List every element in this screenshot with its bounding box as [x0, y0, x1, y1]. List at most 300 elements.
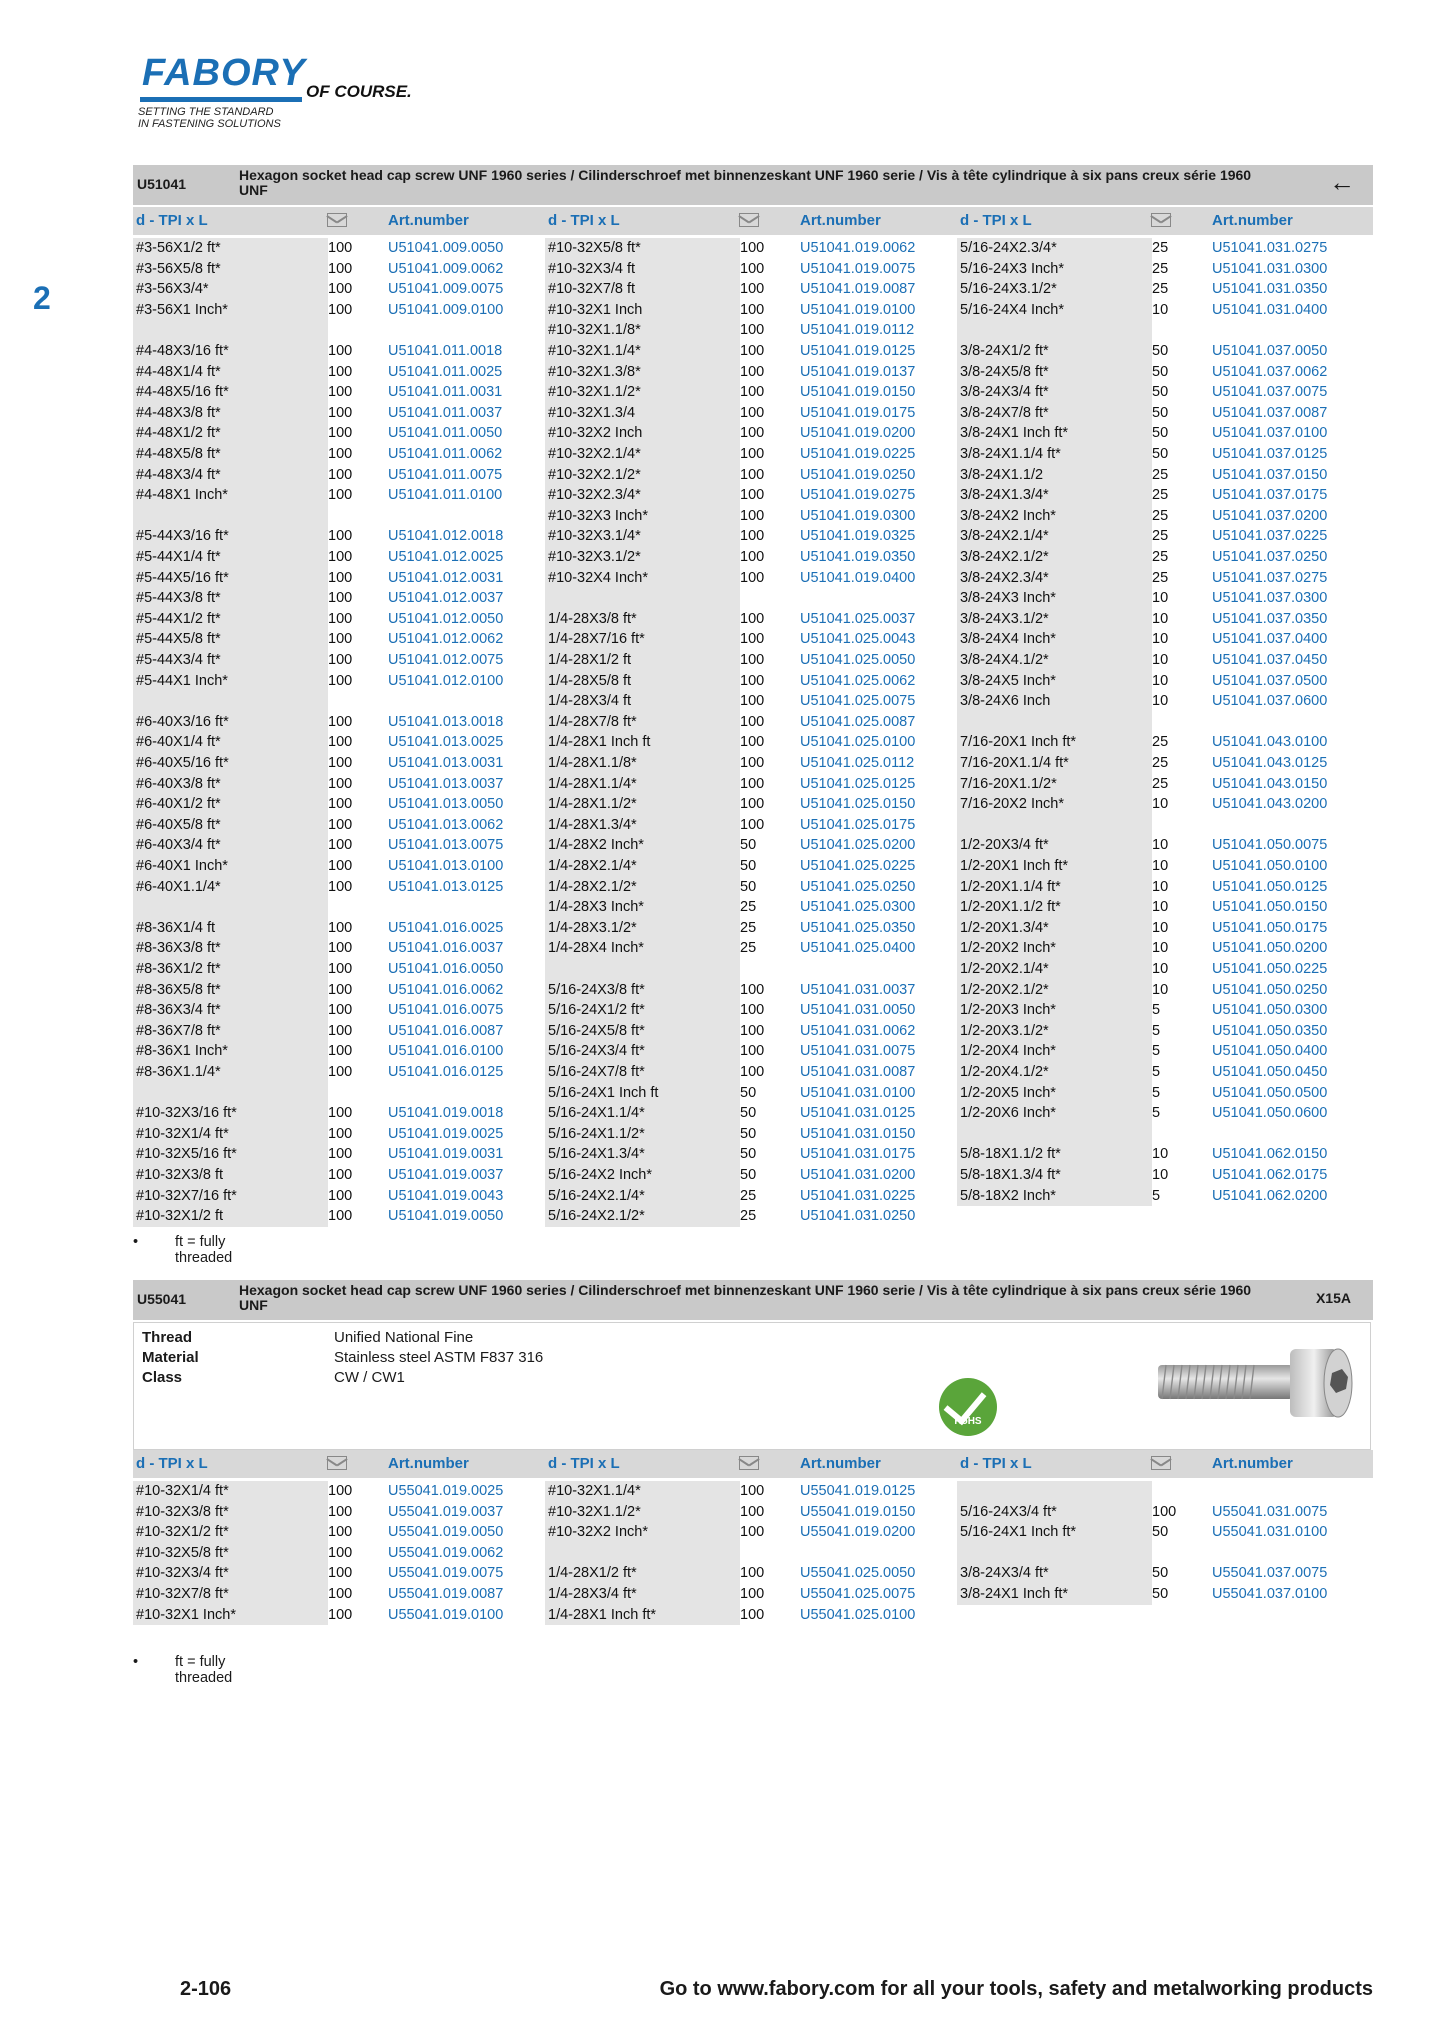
article-number-link[interactable]: U51041.025.0350	[800, 919, 916, 936]
quantity-cell: 100	[328, 858, 353, 874]
quantity-cell: 10	[1152, 981, 1169, 998]
table-row	[133, 1062, 545, 1083]
article-number-link[interactable]: U51041.043.0150	[1212, 775, 1328, 792]
size-cell: #4-48X1/4 ft*	[136, 363, 221, 380]
size-cell: #10-32X1.3/4	[548, 404, 636, 421]
article-number-link[interactable]: U51041.037.0050	[1212, 343, 1328, 359]
article-number-link[interactable]: U51041.037.0075	[1212, 384, 1328, 401]
quantity-cell: 100	[740, 466, 765, 483]
article-number-link[interactable]: U51041.012.0062	[388, 631, 504, 648]
quantity-cell: 10	[1152, 961, 1169, 977]
quantity-cell: 100	[740, 755, 765, 771]
article-number-link[interactable]: U51041.050.0350	[1212, 1022, 1328, 1039]
article-number-link[interactable]: U51041.050.0600	[1212, 1105, 1328, 1122]
size-cell: #8-36X3/4 ft*	[136, 1002, 221, 1019]
size-cell: 5/16-24X5/8 ft*	[548, 1022, 645, 1039]
table-row	[133, 506, 545, 527]
article-number-link[interactable]: U51041.031.0250	[800, 1208, 916, 1225]
quantity-cell: 100	[328, 404, 353, 421]
article-number-link[interactable]: U51041.037.0087	[1212, 404, 1328, 421]
article-number-link[interactable]: U51041.025.0225	[800, 858, 916, 874]
quantity-cell: 25	[1152, 775, 1169, 792]
table-row	[133, 1165, 545, 1186]
product-info-box	[133, 1322, 1371, 1450]
article-number-link[interactable]: U51041.013.0031	[388, 755, 504, 771]
article-number-link[interactable]: U51041.031.0400	[1212, 301, 1328, 318]
quantity-cell: 10	[1152, 693, 1169, 710]
quantity-cell: 100	[328, 1524, 353, 1541]
article-number-link[interactable]: U51041.016.0062	[388, 981, 504, 998]
size-cell: #10-32X1/2 ft*	[136, 1524, 229, 1541]
article-number-link[interactable]: U55041.025.0050	[800, 1565, 916, 1582]
article-number-link[interactable]: U51041.025.0300	[800, 899, 916, 916]
size-cell: 7/16-20X2 Inch*	[960, 796, 1064, 813]
article-number-link[interactable]: U51041.025.0075	[800, 693, 916, 710]
quantity-cell: 10	[1152, 631, 1169, 648]
product-code: U51041	[137, 176, 187, 192]
size-cell: #10-32X7/16 ft*	[136, 1187, 237, 1204]
back-arrow-icon[interactable]: ←	[1329, 167, 1355, 197]
size-cell: 1/2-20X3/4 ft*	[960, 837, 1049, 854]
article-number-link[interactable]: U51041.043.0125	[1212, 755, 1328, 771]
size-cell: #10-32X3/4 ft*	[136, 1565, 229, 1582]
article-number-link[interactable]: U51041.037.0200	[1212, 507, 1328, 524]
article-number-link[interactable]: U51041.050.0450	[1212, 1064, 1328, 1080]
article-number-link[interactable]: U51041.011.0031	[388, 384, 503, 401]
article-number-link[interactable]: U51041.016.0025	[388, 919, 504, 936]
article-number-link[interactable]: U51041.019.0137	[800, 363, 916, 380]
table-row	[957, 609, 1369, 630]
article-number-link[interactable]: U51041.031.0125	[800, 1105, 916, 1122]
article-number-link[interactable]: U51041.025.0100	[800, 734, 916, 751]
article-number-link[interactable]: U51041.011.0018	[388, 343, 503, 359]
rohs-badge-icon	[939, 1378, 997, 1436]
article-number-link[interactable]: U55041.037.0100	[1212, 1586, 1328, 1602]
size-cell: #6-40X5/8 ft*	[136, 816, 221, 833]
article-number-link[interactable]: U51041.019.0400	[800, 569, 916, 586]
article-number-link[interactable]: U51041.016.0087	[388, 1022, 504, 1039]
quantity-cell: 50	[1152, 404, 1169, 421]
article-number-link[interactable]: U51041.037.0225	[1212, 528, 1328, 545]
quantity-cell: 10	[1152, 610, 1169, 627]
quantity-cell: 10	[1152, 1167, 1169, 1183]
article-number-link[interactable]: U51041.037.0175	[1212, 487, 1328, 504]
size-cell: #8-36X1.1/4*	[136, 1064, 221, 1080]
table-row	[545, 238, 957, 259]
package-quantity-icon	[739, 213, 759, 227]
table-row	[957, 629, 1369, 650]
article-number-link[interactable]: U51041.013.0025	[388, 734, 504, 751]
quantity-cell: 100	[328, 1002, 353, 1019]
article-number-link[interactable]: U51041.037.0350	[1212, 610, 1328, 627]
size-cell: #4-48X1/2 ft*	[136, 425, 221, 442]
quantity-cell: 25	[1152, 281, 1169, 298]
table-row	[133, 774, 545, 795]
size-cell: 5/8-18X1.1/2 ft*	[960, 1146, 1061, 1163]
article-number-link[interactable]: U51041.037.0062	[1212, 363, 1328, 380]
article-number-link[interactable]: U51041.043.0100	[1212, 734, 1328, 751]
article-number-link[interactable]: U51041.025.0125	[800, 775, 916, 792]
article-number-link[interactable]: U51041.012.0100	[388, 672, 504, 689]
art-number-column-header: Art.number	[1212, 1455, 1293, 1472]
article-number-link[interactable]: U51041.025.0200	[800, 837, 916, 854]
size-cell: 7/16-20X1 Inch ft*	[960, 734, 1077, 751]
quantity-cell: 100	[740, 281, 765, 298]
quantity-cell: 50	[1152, 363, 1169, 380]
quantity-cell: 100	[328, 981, 353, 998]
article-number-link[interactable]: U51041.025.0037	[800, 610, 916, 627]
article-number-link[interactable]: U51041.012.0050	[388, 610, 504, 627]
size-cell: #10-32X2.1/2*	[548, 466, 641, 483]
table-row	[133, 341, 545, 362]
table-row	[957, 526, 1369, 547]
article-number-link[interactable]: U51041.062.0200	[1212, 1187, 1328, 1204]
article-number-link[interactable]: U51041.031.0087	[800, 1064, 916, 1080]
quantity-cell: 100	[740, 384, 765, 401]
article-number-link[interactable]: U51041.016.0125	[388, 1064, 504, 1080]
size-cell: #4-48X5/16 ft*	[136, 384, 229, 401]
quantity-cell: 50	[1152, 1524, 1169, 1541]
quantity-cell: 100	[328, 610, 353, 627]
article-number-link[interactable]: U51041.031.0275	[1212, 240, 1328, 256]
article-number-link[interactable]: U51041.019.0250	[800, 466, 916, 483]
article-number-link[interactable]: U51041.019.0100	[800, 301, 916, 318]
article-number-link[interactable]: U51041.019.0325	[800, 528, 916, 545]
size-cell: #8-36X1/4 ft	[136, 919, 215, 936]
table-row	[133, 918, 545, 939]
article-number-link[interactable]: U55041.031.0100	[1212, 1524, 1328, 1541]
article-number-link[interactable]: U51041.031.0050	[800, 1002, 916, 1019]
article-number-link[interactable]: U51041.031.0075	[800, 1043, 916, 1060]
table-row	[133, 1543, 545, 1564]
article-number-link[interactable]: U51041.016.0100	[388, 1043, 504, 1060]
section-header	[133, 165, 1373, 205]
size-cell: #6-40X1/4 ft*	[136, 734, 221, 751]
article-number-link[interactable]: U55041.025.0075	[800, 1586, 916, 1602]
article-number-link[interactable]: U51041.013.0018	[388, 713, 504, 730]
article-number-link[interactable]: U51041.050.0125	[1212, 878, 1328, 895]
article-number-link[interactable]: U55041.019.0087	[388, 1586, 504, 1602]
size-cell: 5/16-24X7/8 ft*	[548, 1064, 645, 1080]
logo-brand: FABORY	[142, 52, 306, 94]
article-number-link[interactable]: U51041.011.0100	[388, 487, 503, 504]
size-cell: 5/16-24X2.3/4*	[960, 240, 1057, 256]
size-cell: #6-40X3/4 ft*	[136, 837, 221, 854]
article-number-link[interactable]: U51041.019.0050	[388, 1208, 504, 1225]
article-number-link[interactable]: U51041.011.0050	[388, 425, 503, 442]
quantity-cell: 10	[1152, 672, 1169, 689]
package-quantity-icon	[1151, 1456, 1171, 1470]
article-number-link[interactable]: U51041.016.0037	[388, 940, 504, 957]
table-row	[957, 938, 1369, 959]
size-cell: 1/2-20X1 Inch ft*	[960, 858, 1069, 874]
article-number-link[interactable]: U51041.037.0600	[1212, 693, 1328, 710]
size-cell: 1/2-20X3.1/2*	[960, 1022, 1049, 1039]
article-number-link[interactable]: U51041.016.0050	[388, 961, 504, 977]
size-cell: 1/2-20X1.1/4 ft*	[960, 878, 1061, 895]
size-cell: 1/4-28X1.1/2*	[548, 796, 637, 813]
quantity-cell: 100	[740, 1524, 765, 1541]
article-number-link[interactable]: U51041.012.0018	[388, 528, 504, 545]
table-row	[545, 1563, 957, 1584]
product-description: Hexagon socket head cap screw UNF 1960 series / Cilinderschroef met binnenzeskant UNF 1960 serie / Vis à tête cylindrique à six pans creux série 1960 UNF	[239, 167, 1252, 198]
article-number-link[interactable]: U51041.025.0175	[800, 816, 916, 833]
article-number-link[interactable]: U51041.050.0300	[1212, 1002, 1328, 1019]
article-number-link[interactable]: U51041.031.0200	[800, 1167, 916, 1183]
quantity-cell: 100	[328, 1187, 353, 1204]
article-number-link[interactable]: U55041.019.0050	[388, 1524, 504, 1541]
article-number-link[interactable]: U51041.050.0075	[1212, 837, 1328, 854]
size-cell: 1/2-20X1.3/4*	[960, 919, 1049, 936]
article-number-link[interactable]: U51041.037.0250	[1212, 549, 1328, 565]
table-row	[133, 877, 545, 898]
table-row	[133, 1124, 545, 1145]
article-number-link[interactable]: U51041.012.0075	[388, 652, 504, 668]
table-row	[133, 609, 545, 630]
article-number-link[interactable]: U51041.011.0025	[388, 363, 503, 380]
article-number-link[interactable]: U51041.019.0112	[800, 322, 915, 339]
article-number-link[interactable]: U51041.050.0100	[1212, 858, 1328, 874]
article-number-link[interactable]: U51041.043.0200	[1212, 796, 1328, 813]
article-number-link[interactable]: U51041.031.0225	[800, 1187, 916, 1204]
info-label-thread: Thread	[142, 1329, 193, 1346]
quantity-cell: 100	[328, 343, 353, 359]
article-number-link[interactable]: U51041.019.0125	[800, 343, 916, 359]
size-cell: 5/16-24X1.1/2*	[548, 1125, 645, 1142]
article-number-link[interactable]: U51041.025.0043	[800, 631, 916, 648]
quantity-cell: 100	[740, 260, 765, 277]
size-cell: 3/8-24X1.3/4*	[960, 487, 1049, 504]
article-number-link[interactable]: U51041.009.0100	[388, 301, 504, 318]
article-number-link[interactable]: U51041.037.0450	[1212, 652, 1328, 668]
article-number-link[interactable]: U51041.050.0175	[1212, 919, 1328, 936]
table-row	[545, 526, 957, 547]
article-number-link[interactable]: U51041.013.0050	[388, 796, 504, 813]
table-row	[133, 856, 545, 877]
article-number-link[interactable]: U51041.037.0100	[1212, 425, 1328, 442]
art-number-column-header: Art.number	[800, 212, 881, 229]
article-number-link[interactable]: U51041.031.0100	[800, 1084, 916, 1101]
article-number-link[interactable]: U51041.025.0050	[800, 652, 916, 668]
quantity-cell: 25	[1152, 569, 1169, 586]
size-cell: 5/16-24X3 Inch*	[960, 260, 1064, 277]
quantity-cell: 100	[328, 569, 353, 586]
article-number-link[interactable]: U51041.019.0043	[388, 1187, 504, 1204]
rohs-label: RoHS	[954, 1416, 982, 1427]
quantity-cell: 5	[1152, 1084, 1161, 1101]
size-cell: 5/16-24X1 Inch ft*	[960, 1524, 1077, 1541]
article-number-link[interactable]: U51041.037.0125	[1212, 446, 1328, 462]
size-cell: #10-32X1.1/2*	[548, 384, 641, 401]
size-column-header: d - TPI x L	[960, 212, 1032, 229]
article-number-link[interactable]: U51041.025.0087	[800, 713, 916, 730]
article-number-link[interactable]: U51041.019.0200	[800, 425, 916, 442]
quantity-cell: 5	[1152, 1187, 1161, 1204]
quantity-cell: 5	[1152, 1022, 1161, 1039]
quantity-cell: 100	[740, 693, 765, 710]
quantity-cell: 100	[740, 734, 765, 751]
article-number-link[interactable]: U55041.019.0150	[800, 1503, 916, 1520]
article-number-link[interactable]: U51041.013.0062	[388, 816, 504, 833]
table-row	[957, 1502, 1369, 1523]
quantity-cell: 100	[740, 404, 765, 421]
article-number-link[interactable]: U51041.031.0062	[800, 1022, 916, 1039]
article-number-link[interactable]: U51041.037.0150	[1212, 466, 1328, 483]
article-number-link[interactable]: U51041.050.0150	[1212, 899, 1328, 916]
article-number-link[interactable]: U55041.019.0200	[800, 1524, 916, 1541]
table-row	[957, 1103, 1369, 1124]
article-number-link[interactable]: U55041.037.0075	[1212, 1565, 1328, 1582]
article-number-link[interactable]: U51041.031.0300	[1212, 260, 1328, 277]
article-number-link[interactable]: U55041.019.0125	[800, 1483, 916, 1499]
article-number-link[interactable]: U55041.019.0037	[388, 1503, 504, 1520]
quantity-cell: 100	[328, 1167, 353, 1183]
size-cell: 3/8-24X3/4 ft*	[960, 1565, 1049, 1582]
size-cell: #8-36X5/8 ft*	[136, 981, 221, 998]
article-number-link[interactable]: U51041.019.0018	[388, 1105, 504, 1122]
fabory-logo	[138, 52, 438, 132]
article-number-link[interactable]: U51041.037.0300	[1212, 590, 1328, 607]
page-number: 2-106	[180, 1978, 232, 2000]
article-number-link[interactable]: U51041.016.0075	[388, 1002, 504, 1019]
article-number-link[interactable]: U51041.050.0225	[1212, 961, 1328, 977]
article-number-link[interactable]: U51041.025.0400	[800, 940, 916, 957]
article-number-link[interactable]: U51041.019.0225	[800, 446, 916, 462]
table-row	[133, 794, 545, 815]
table-row	[957, 444, 1369, 465]
article-number-link[interactable]: U51041.019.0087	[800, 281, 916, 298]
article-number-link[interactable]: U51041.031.0350	[1212, 281, 1328, 298]
article-number-link[interactable]: U51041.009.0050	[388, 240, 504, 256]
article-number-link[interactable]: U51041.013.0075	[388, 837, 504, 854]
table-row	[133, 526, 545, 547]
article-number-link[interactable]: U55041.019.0075	[388, 1565, 504, 1582]
article-number-link[interactable]: U51041.037.0500	[1212, 672, 1328, 689]
article-number-link[interactable]: U51041.019.0175	[800, 404, 916, 421]
size-cell: 3/8-24X1 Inch ft*	[960, 425, 1069, 442]
quantity-cell: 100	[328, 713, 353, 730]
table-row	[545, 1124, 957, 1145]
package-quantity-icon	[739, 1456, 759, 1470]
article-number-link[interactable]: U51041.050.0500	[1212, 1084, 1328, 1101]
article-number-link[interactable]: U51041.013.0125	[388, 878, 504, 895]
article-number-link[interactable]: U51041.031.0150	[800, 1125, 916, 1142]
table-row	[957, 856, 1369, 877]
article-number-link[interactable]: U51041.009.0062	[388, 260, 504, 277]
size-cell: #3-56X1 Inch*	[136, 301, 228, 318]
table-row	[545, 1144, 957, 1165]
table-row	[957, 1584, 1369, 1605]
table-row	[545, 1522, 957, 1543]
article-number-link[interactable]: U51041.050.0400	[1212, 1043, 1328, 1060]
size-column-header: d - TPI x L	[960, 1455, 1032, 1472]
product-description: Hexagon socket head cap screw UNF 1960 series / Cilinderschroef met binnenzeskant UNF 1960 serie / Vis à tête cylindrique à six pans creux série 1960 UNF	[239, 1282, 1252, 1313]
article-number-link[interactable]: U51041.013.0037	[388, 775, 504, 792]
size-cell: #10-32X3/8 ft	[136, 1167, 224, 1183]
article-number-link[interactable]: U51041.013.0100	[388, 858, 504, 874]
art-number-column-header: Art.number	[1212, 212, 1293, 229]
article-number-link[interactable]: U51041.019.0275	[800, 487, 916, 504]
table-row	[957, 774, 1369, 795]
article-number-link[interactable]: U55041.019.0100	[388, 1606, 504, 1623]
table-row	[133, 1083, 545, 1104]
article-number-link[interactable]: U55041.019.0062	[388, 1544, 504, 1561]
article-number-link[interactable]: U51041.062.0150	[1212, 1146, 1328, 1163]
article-number-link[interactable]: U51041.019.0300	[800, 507, 916, 524]
article-number-link[interactable]: U55041.031.0075	[1212, 1503, 1328, 1520]
article-number-link[interactable]: U51041.025.0062	[800, 672, 916, 689]
quantity-cell: 100	[328, 919, 353, 936]
quantity-cell: 10	[1152, 858, 1169, 874]
quantity-cell: 100	[740, 363, 765, 380]
article-number-link[interactable]: U51041.037.0275	[1212, 569, 1328, 586]
article-number-link[interactable]: U51041.019.0025	[388, 1125, 504, 1142]
size-cell: #10-32X1.3/8*	[548, 363, 641, 380]
article-number-link[interactable]: U51041.012.0037	[388, 590, 504, 607]
article-number-link[interactable]: U51041.019.0031	[388, 1146, 504, 1163]
size-cell: 1/4-28X1 Inch ft	[548, 734, 651, 751]
table-row	[545, 444, 957, 465]
article-number-link[interactable]: U51041.050.0250	[1212, 981, 1328, 998]
article-number-link[interactable]: U51041.019.0075	[800, 260, 916, 277]
size-cell: #5-44X5/16 ft*	[136, 569, 229, 586]
article-number-link[interactable]: U51041.019.0037	[388, 1167, 504, 1183]
article-number-link[interactable]: U55041.025.0100	[800, 1606, 916, 1623]
article-number-link[interactable]: U51041.031.0037	[800, 981, 916, 998]
size-cell: 5/16-24X2.1/2*	[548, 1208, 645, 1225]
size-cell: #10-32X1.1/8*	[548, 322, 641, 339]
article-number-link[interactable]: U51041.037.0400	[1212, 631, 1328, 648]
size-cell: #8-36X1/2 ft*	[136, 961, 221, 977]
product-table	[133, 1481, 1373, 1625]
size-cell: 1/2-20X3 Inch*	[960, 1002, 1056, 1019]
article-number-link[interactable]: U51041.012.0031	[388, 569, 504, 586]
table-row	[133, 732, 545, 753]
article-number-link[interactable]: U51041.025.0150	[800, 796, 916, 813]
article-number-link[interactable]: U51041.011.0062	[388, 446, 503, 462]
quantity-cell: 100	[740, 1565, 765, 1582]
article-number-link[interactable]: U51041.019.0062	[800, 240, 916, 256]
article-number-link[interactable]: U51041.031.0175	[800, 1146, 916, 1163]
article-number-link[interactable]: U51041.025.0250	[800, 878, 916, 895]
table-row	[133, 1584, 545, 1605]
article-number-link[interactable]: U51041.019.0150	[800, 384, 916, 401]
article-number-link[interactable]: U55041.019.0025	[388, 1483, 504, 1499]
table-row	[957, 897, 1369, 918]
table-row	[133, 835, 545, 856]
quantity-cell: 100	[328, 384, 353, 401]
article-number-link[interactable]: U51041.050.0200	[1212, 940, 1328, 957]
article-number-link[interactable]: U51041.011.0037	[388, 404, 503, 421]
logo-tagline-2: IN FASTENING SOLUTIONS	[138, 118, 281, 130]
table-row	[545, 1605, 957, 1626]
product-suffix: X15A	[1315, 1290, 1351, 1306]
article-number-link[interactable]: U51041.009.0075	[388, 281, 504, 298]
article-number-link[interactable]: U51041.025.0112	[800, 755, 915, 771]
table-row	[133, 1522, 545, 1543]
article-number-link[interactable]: U51041.012.0025	[388, 549, 504, 565]
article-number-link[interactable]: U51041.019.0350	[800, 549, 916, 565]
quantity-cell: 100	[328, 1105, 353, 1122]
table-row	[133, 1000, 545, 1021]
article-number-link[interactable]: U51041.011.0075	[388, 466, 503, 483]
size-cell: 5/16-24X1 Inch ft	[548, 1084, 659, 1101]
article-number-link[interactable]: U51041.062.0175	[1212, 1167, 1328, 1183]
quantity-cell: 100	[328, 446, 353, 462]
size-cell: 1/4-28X2 Inch*	[548, 837, 644, 854]
table-row	[957, 1062, 1369, 1083]
table-row	[545, 609, 957, 630]
